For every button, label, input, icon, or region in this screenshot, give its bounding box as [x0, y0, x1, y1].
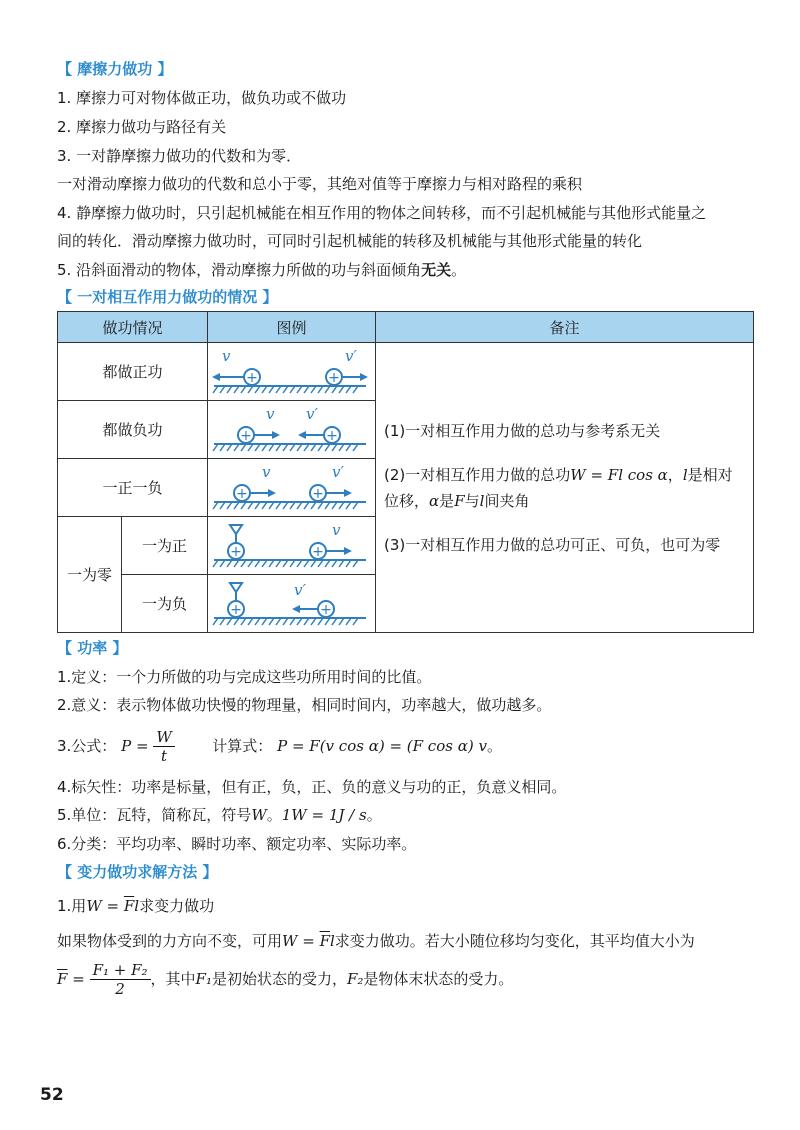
hatch-mark [311, 444, 316, 451]
hatch-mark [311, 560, 316, 567]
hatch-mark [269, 560, 274, 567]
variable-Fbar: $\overline{F}$ [57, 970, 68, 988]
case-both-negative: 都做负功 [58, 401, 208, 459]
note-2-formula: W = Fl cos α [570, 465, 668, 484]
hatch-mark [339, 560, 344, 567]
variable-line-2-W: W = [282, 932, 315, 950]
hatch-mark [248, 560, 253, 567]
section-heading-variable-force: 【 变力做功求解方法 】 [57, 863, 218, 881]
hatch-mark [353, 502, 358, 509]
power-line-5-text: 5.单位：瓦特，简称瓦，符号 [57, 806, 252, 824]
variable-line-2-pre: 如果物体受到的力方向不变，可用 [57, 932, 283, 950]
hatch-mark [297, 560, 302, 567]
section-heading-pair: 【 一对相互作用力做功的情况 】 [57, 288, 278, 306]
variable-line-2-l: l [329, 932, 335, 950]
charge-sign: + [320, 602, 332, 618]
hatch-mark [346, 560, 351, 567]
diagram-one-pos-one-neg [208, 459, 374, 516]
variable-line-1-W: W = [86, 897, 120, 915]
hatch-mark [318, 502, 323, 509]
col-header-note: 备注 [376, 312, 754, 343]
hatch-mark [339, 502, 344, 509]
section-heading-friction: 【 摩擦力做功 】 [57, 60, 173, 78]
power-line-5 [57, 805, 382, 825]
hatch-mark [213, 386, 218, 393]
hatch-mark [227, 386, 232, 393]
hatch-mark [332, 560, 337, 567]
hatch-mark [318, 618, 323, 625]
charge-sign: + [236, 486, 248, 502]
friction-line-7 [57, 260, 466, 280]
case-one-pos-one-neg: 一正一负 [58, 459, 208, 517]
hatch-mark [213, 502, 218, 509]
hatch-mark [227, 502, 232, 509]
hatch-mark [297, 618, 302, 625]
hatch-mark [227, 444, 232, 451]
hatch-mark [346, 502, 351, 509]
hatch-mark [346, 386, 351, 393]
hatch-mark [241, 560, 246, 567]
variable-line-1-Fbar: $\overline{F}$ [123, 897, 135, 915]
power-line-3 [57, 722, 502, 770]
friction-line-5: 4. 静摩擦力做功时，只引起机械能在相互作用的物体之间转移，而不引起机械能与其他形式能量之 [57, 204, 707, 222]
charge-sign: + [230, 602, 242, 618]
power-line-2: 2.意义：表示物体做功快慢的物理量，相同时间内，功率越大，做功越多。 [57, 696, 552, 714]
variable-line-3-b: 是初始状态的受力， [211, 970, 347, 988]
hatch-mark [269, 618, 274, 625]
hatch-mark [262, 618, 267, 625]
variable-line-3-c: 是物体末状态的受力。 [363, 970, 514, 988]
arrowhead-right-icon [344, 547, 352, 555]
hatch-mark [297, 444, 302, 451]
hatch-mark [332, 502, 337, 509]
power-line-6: 6.分类：平均功率、瞬时功率、额定功率、实际功率。 [57, 835, 417, 853]
hatch-mark [332, 444, 337, 451]
hatch-mark [311, 502, 316, 509]
charge-sign: + [326, 428, 338, 444]
power-unit-equation: 1W = 1J / s [281, 806, 367, 824]
hatch-mark [304, 618, 309, 625]
hatch-mark [332, 386, 337, 393]
col-header-case: 做功情况 [58, 312, 208, 343]
friction-line-4: 一对滑动摩擦力做功的代数和总小于零，其绝对值等于摩擦力与相对路程的乘积 [57, 175, 583, 193]
power-line-5-end: 。 [366, 806, 382, 824]
hatch-mark [318, 386, 323, 393]
note-1: (1)一对相互作用力做的总功与参考系无关 [384, 421, 661, 440]
charge-sign: + [246, 370, 258, 386]
ground-hatch [213, 560, 358, 567]
power-formula-P: P = [121, 737, 149, 755]
friction-line-1: 1. 摩擦力可对物体做正功，做负功或不做功 [57, 89, 347, 107]
hatch-mark [304, 386, 309, 393]
note-2 [384, 462, 745, 514]
ground-hatch [213, 618, 358, 625]
arrowhead-right-icon [360, 373, 368, 381]
hatch-mark [262, 560, 267, 567]
variable-line-3-a: ，其中 [150, 970, 196, 988]
hatch-mark [332, 618, 337, 625]
variable-line-1-l: l [134, 897, 140, 915]
hatch-mark [234, 502, 239, 509]
hatch-mark [234, 386, 239, 393]
hatch-mark [339, 618, 344, 625]
power-fraction-den: t [161, 747, 168, 765]
variable-line-1 [57, 896, 214, 916]
hatch-mark [241, 386, 246, 393]
variable-line-1-pre: 1.用 [57, 897, 87, 915]
charge-sign: + [240, 428, 252, 444]
hatch-mark [283, 386, 288, 393]
variable-fraction-num: F₁ + F₂ [90, 961, 151, 980]
hatch-mark [248, 444, 253, 451]
hatch-mark [234, 444, 239, 451]
fixed-support-icon [230, 583, 242, 592]
variable-equals: = [72, 970, 85, 988]
hatch-mark [325, 618, 330, 625]
case-both-positive: 都做正功 [58, 343, 208, 401]
diagram-cell [208, 517, 376, 575]
hatch-mark [255, 560, 260, 567]
hatch-mark [255, 386, 260, 393]
work-cases-table [57, 311, 754, 633]
hatch-mark [241, 502, 246, 509]
hatch-mark [213, 560, 218, 567]
charge-sign: + [328, 370, 340, 386]
hatch-mark [255, 502, 260, 509]
power-calc-label: 计算式： [212, 737, 273, 755]
diagram-both-positive [208, 343, 374, 400]
hatch-mark [311, 618, 316, 625]
hatch-mark [276, 386, 281, 393]
hatch-mark [283, 560, 288, 567]
hatch-mark [276, 502, 281, 509]
hatch-mark [220, 386, 225, 393]
note-2-text-e: 与 [464, 491, 480, 510]
hatch-mark [339, 444, 344, 451]
ground-hatch [213, 502, 358, 509]
power-fraction-num: W [153, 728, 174, 747]
hatch-mark [241, 444, 246, 451]
hatch-mark [262, 386, 267, 393]
diagram-cell [208, 575, 376, 633]
charge-sign: + [312, 544, 324, 560]
diagram-cell [208, 401, 376, 459]
section-heading-power: 【 功率 】 [57, 639, 128, 657]
ground-hatch [213, 386, 358, 393]
friction-line-6: 间的转化．滑动摩擦力做功时，可同时引起机械能的转移及机械能与其他形式能量的转化 [57, 232, 643, 250]
hatch-mark [325, 444, 330, 451]
friction-line-7-text: 5. 沿斜面滑动的物体，滑动摩擦力所做的功与斜面倾角 [57, 261, 422, 279]
variable-fraction [90, 961, 151, 998]
diagram-both-negative [208, 401, 374, 458]
charge-sign: + [312, 486, 324, 502]
hatch-mark [241, 618, 246, 625]
hatch-mark [290, 386, 295, 393]
velocity-prime-label: v′ [306, 405, 318, 423]
hatch-mark [220, 560, 225, 567]
case-one-zero-positive: 一为正 [122, 517, 208, 575]
hatch-mark [234, 618, 239, 625]
arrowhead-left-icon [292, 605, 300, 613]
hatch-mark [255, 618, 260, 625]
table-header-row [58, 312, 754, 343]
diagram-cell [208, 459, 376, 517]
arrowhead-right-icon [344, 489, 352, 497]
note-2-l2: l [479, 491, 485, 510]
velocity-label: v [332, 521, 341, 539]
diagram-one-zero-positive [208, 517, 374, 574]
hatch-mark [311, 386, 316, 393]
hatch-mark [353, 386, 358, 393]
hatch-mark [339, 386, 344, 393]
power-line-4: 4.标矢性：功率是标量，但有正，负，正、负的意义与功的正，负意义相同。 [57, 778, 567, 796]
hatch-mark [255, 444, 260, 451]
hatch-mark [297, 386, 302, 393]
power-calc-formula: P = F(v cos α) = (F cos α) v [277, 737, 487, 755]
hatch-mark [283, 502, 288, 509]
arrowhead-right-icon [268, 489, 276, 497]
variable-line-2-Fbar: $\overline{F}$ [319, 932, 330, 950]
hatch-mark [248, 502, 253, 509]
variable-line-3 [57, 955, 513, 1003]
hatch-mark [346, 444, 351, 451]
variable-F2: F₂ [346, 970, 364, 988]
power-fraction [153, 728, 174, 765]
velocity-label: v [266, 405, 275, 423]
friction-line-3: 3. 一对静摩擦力做功的代数和为零． [57, 147, 302, 165]
col-header-diagram: 图例 [208, 312, 376, 343]
hatch-mark [353, 618, 358, 625]
friction-line-7-emphasis: 无关 [421, 261, 452, 279]
hatch-mark [325, 502, 330, 509]
hatch-mark [290, 560, 295, 567]
note-3: (3)一对相互作用力做的总功可正、可负，也可为零 [384, 535, 721, 554]
note-2-text-d: 是 [439, 491, 455, 510]
power-line-3-end: 。 [486, 737, 502, 755]
arrowhead-right-icon [272, 431, 280, 439]
hatch-mark [353, 444, 358, 451]
hatch-mark [353, 560, 358, 567]
hatch-mark [227, 618, 232, 625]
charge-sign: + [230, 544, 242, 560]
hatch-mark [304, 502, 309, 509]
power-unit-symbol: W [251, 806, 267, 824]
hatch-mark [213, 444, 218, 451]
hatch-mark [220, 444, 225, 451]
note-2-F: F [454, 491, 465, 510]
diagram-one-zero-negative [208, 575, 374, 632]
hatch-mark [213, 618, 218, 625]
case-one-zero-negative: 一为负 [122, 575, 208, 633]
hatch-mark [276, 618, 281, 625]
note-2-text-a: (2)一对相互作用力做的总功 [384, 465, 571, 484]
note-2-l: l [682, 465, 688, 484]
hatch-mark [290, 444, 295, 451]
velocity-prime-label: v′ [332, 463, 344, 481]
hatch-mark [283, 444, 288, 451]
hatch-mark [269, 444, 274, 451]
variable-line-2 [57, 931, 695, 951]
hatch-mark [346, 618, 351, 625]
note-2-text-g: 间夹角 [484, 491, 530, 510]
velocity-prime-label: v′ [294, 581, 306, 599]
hatch-mark [318, 444, 323, 451]
note-2-text-c: 是相对位移， [384, 465, 733, 510]
arrowhead-left-icon [298, 431, 306, 439]
hatch-mark [220, 502, 225, 509]
ground-hatch [213, 444, 358, 451]
table-row [58, 343, 754, 401]
hatch-mark [269, 502, 274, 509]
variable-fraction-den: 2 [115, 980, 125, 998]
power-line-1: 1.定义：一个力所做的功与完成这些功所用时间的比值。 [57, 668, 432, 686]
hatch-mark [304, 560, 309, 567]
fixed-support-icon [230, 525, 242, 534]
hatch-mark [234, 560, 239, 567]
velocity-label: v [262, 463, 271, 481]
hatch-mark [290, 502, 295, 509]
variable-line-2-post: 求变力做功。若大小随位移均匀变化，其平均值大小为 [334, 932, 695, 950]
hatch-mark [297, 502, 302, 509]
hatch-mark [325, 386, 330, 393]
hatch-mark [220, 618, 225, 625]
hatch-mark [304, 444, 309, 451]
hatch-mark [269, 386, 274, 393]
hatch-mark [262, 502, 267, 509]
hatch-mark [290, 618, 295, 625]
case-one-zero: 一为零 [58, 517, 122, 633]
note-2-text-b: ， [667, 465, 683, 484]
variable-F1: F₁ [195, 970, 212, 988]
arrowhead-left-icon [212, 373, 220, 381]
page-number: 52 [40, 1085, 64, 1105]
hatch-mark [276, 560, 281, 567]
power-formula-label: 3.公式： [57, 737, 117, 755]
hatch-mark [248, 618, 253, 625]
hatch-mark [262, 444, 267, 451]
hatch-mark [248, 386, 253, 393]
notes-cell [376, 343, 754, 633]
velocity-label: v [222, 347, 231, 365]
velocity-prime-label: v′ [345, 347, 357, 365]
hatch-mark [283, 618, 288, 625]
power-line-5-mid: 。 [266, 806, 282, 824]
friction-line-2: 2. 摩擦力做功与路径有关 [57, 118, 227, 136]
hatch-mark [227, 560, 232, 567]
diagram-cell [208, 343, 376, 401]
hatch-mark [325, 560, 330, 567]
hatch-mark [318, 560, 323, 567]
friction-line-7-end: 。 [451, 261, 467, 279]
hatch-mark [276, 444, 281, 451]
variable-line-1-post: 求变力做功 [139, 897, 215, 915]
note-2-alpha: α [429, 491, 440, 510]
